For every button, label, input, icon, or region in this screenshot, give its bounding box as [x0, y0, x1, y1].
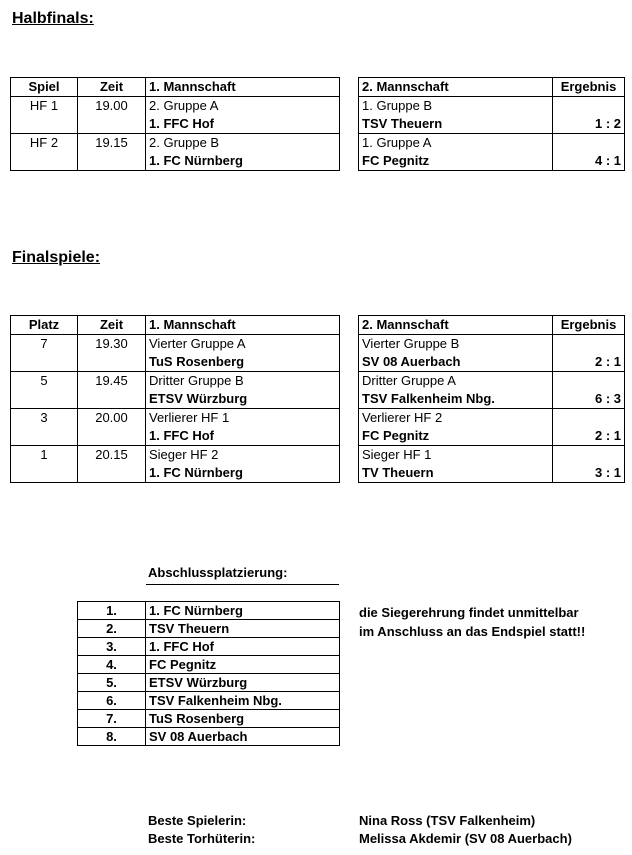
team1-source: Sieger HF 2 — [146, 446, 340, 465]
column-header: Zeit — [78, 316, 146, 335]
spacer-cell — [340, 97, 359, 116]
ranking-team: TSV Falkenheim Nbg. — [146, 692, 340, 710]
column-header: Zeit — [78, 78, 146, 97]
spacer-cell — [340, 409, 359, 428]
match-row-top — [11, 446, 625, 465]
match-time: 19.00 — [78, 97, 146, 116]
team2-name: TSV Falkenheim Nbg. — [359, 390, 553, 409]
match-time: 19.30 — [78, 335, 146, 354]
note-line-2: im Anschluss an das Endspiel statt!! — [359, 624, 586, 639]
spacer-cell — [340, 427, 359, 446]
match-row-top — [11, 372, 625, 391]
ranking-place: 3. — [78, 638, 146, 656]
team2-name: SV 08 Auerbach — [359, 353, 553, 372]
spacer-cell — [340, 335, 359, 354]
match-time: 20.15 — [78, 446, 146, 465]
team2-source: 1. Gruppe B — [359, 97, 553, 116]
ranking-team: SV 08 Auerbach — [146, 728, 340, 746]
match-row-bottom — [11, 464, 625, 483]
best-keeper-value: Melissa Akdemir (SV 08 Auerbach) — [359, 831, 572, 846]
match-result: 1 : 2 — [553, 115, 625, 134]
result-empty — [553, 97, 625, 116]
team1-name: TuS Rosenberg — [146, 353, 340, 372]
best-player-value: Nina Ross (TSV Falkenheim) — [359, 813, 536, 828]
team2-source: Vierter Gruppe B — [359, 335, 553, 354]
team2-source: Verlierer HF 2 — [359, 409, 553, 428]
abschluss-heading: Abschlussplatzierung: — [148, 565, 288, 580]
finalspiele-heading: Finalspiele: — [12, 249, 101, 266]
finalspiele-table — [10, 315, 625, 483]
ranking-place: 5. — [78, 674, 146, 692]
spacer-cell — [340, 152, 359, 171]
ranking-team: ETSV Würzburg — [146, 674, 340, 692]
match-row-top — [11, 134, 625, 153]
team2-name: FC Pegnitz — [359, 152, 553, 171]
award-ceremony-note — [359, 603, 585, 641]
match-id: 3 — [11, 409, 78, 428]
best-keeper-label: Beste Torhüterin: — [148, 831, 256, 846]
column-header: Spiel — [11, 78, 78, 97]
match-result: 3 : 1 — [553, 464, 625, 483]
match-result: 2 : 1 — [553, 427, 625, 446]
empty-cell — [78, 152, 146, 171]
team1-source: 2. Gruppe B — [146, 134, 340, 153]
ranking-place: 7. — [78, 710, 146, 728]
ranking-place: 4. — [78, 656, 146, 674]
match-id: 7 — [11, 335, 78, 354]
empty-cell — [11, 427, 78, 446]
column-header: Platz — [11, 316, 78, 335]
empty-cell — [78, 353, 146, 372]
team1-name: 1. FC Nürnberg — [146, 152, 340, 171]
match-result: 2 : 1 — [553, 353, 625, 372]
match-row-top — [11, 335, 625, 354]
ranking-team: TSV Theuern — [146, 620, 340, 638]
note-line-1: die Siegerehrung findet unmittelbar — [359, 605, 579, 620]
match-row-top — [11, 409, 625, 428]
match-id: 5 — [11, 372, 78, 391]
empty-cell — [78, 115, 146, 134]
ranking-row — [78, 728, 340, 746]
ranking-place: 1. — [78, 602, 146, 620]
team1-source: Vierter Gruppe A — [146, 335, 340, 354]
empty-cell — [78, 390, 146, 409]
match-result: 4 : 1 — [553, 152, 625, 171]
column-header: Ergebnis — [553, 78, 625, 97]
ranking-row — [78, 620, 340, 638]
empty-cell — [11, 390, 78, 409]
result-empty — [553, 409, 625, 428]
ranking-row — [78, 674, 340, 692]
column-header: 1. Mannschaft — [146, 316, 340, 335]
match-id: HF 1 — [11, 97, 78, 116]
spacer-cell — [340, 134, 359, 153]
match-row-bottom — [11, 115, 625, 134]
halbfinals-table — [10, 77, 625, 171]
column-header: 2. Mannschaft — [359, 78, 553, 97]
spacer-cell — [340, 446, 359, 465]
spacer-cell — [340, 372, 359, 391]
column-header: Ergebnis — [553, 316, 625, 335]
match-row-bottom — [11, 390, 625, 409]
result-empty — [553, 446, 625, 465]
empty-cell — [78, 427, 146, 446]
team1-source: Verlierer HF 1 — [146, 409, 340, 428]
match-row-bottom — [11, 152, 625, 171]
spacer-cell — [340, 316, 359, 335]
header-row — [11, 78, 625, 97]
column-header: 2. Mannschaft — [359, 316, 553, 335]
empty-cell — [11, 152, 78, 171]
empty-cell — [11, 115, 78, 134]
match-id: 1 — [11, 446, 78, 465]
match-result: 6 : 3 — [553, 390, 625, 409]
team2-name: TV Theuern — [359, 464, 553, 483]
spacer-cell — [340, 115, 359, 134]
match-time: 20.00 — [78, 409, 146, 428]
spacer-cell — [340, 78, 359, 97]
column-header: 1. Mannschaft — [146, 78, 340, 97]
ranking-row — [78, 710, 340, 728]
match-time: 19.15 — [78, 134, 146, 153]
match-id: HF 2 — [11, 134, 78, 153]
team1-name: 1. FFC Hof — [146, 427, 340, 446]
ranking-team: 1. FFC Hof — [146, 638, 340, 656]
match-row-bottom — [11, 353, 625, 372]
ranking-place: 2. — [78, 620, 146, 638]
empty-cell — [78, 464, 146, 483]
best-player-label: Beste Spielerin: — [148, 813, 247, 828]
ranking-team: FC Pegnitz — [146, 656, 340, 674]
ranking-team: 1. FC Nürnberg — [146, 602, 340, 620]
team1-source: 2. Gruppe A — [146, 97, 340, 116]
team1-name: 1. FFC Hof — [146, 115, 340, 134]
empty-cell — [11, 464, 78, 483]
team2-name: TSV Theuern — [359, 115, 553, 134]
ranking-place: 6. — [78, 692, 146, 710]
ranking-row — [78, 602, 340, 620]
spacer-cell — [340, 464, 359, 483]
result-empty — [553, 372, 625, 391]
spacer-cell — [340, 353, 359, 372]
team1-name: 1. FC Nürnberg — [146, 464, 340, 483]
abschluss-underline — [146, 584, 339, 585]
team2-source: Sieger HF 1 — [359, 446, 553, 465]
ranking-place: 8. — [78, 728, 146, 746]
ranking-row — [78, 692, 340, 710]
match-time: 19.45 — [78, 372, 146, 391]
header-row — [11, 316, 625, 335]
empty-cell — [11, 353, 78, 372]
team2-source: 1. Gruppe A — [359, 134, 553, 153]
team2-name: FC Pegnitz — [359, 427, 553, 446]
ranking-table — [77, 601, 340, 746]
spacer-cell — [340, 390, 359, 409]
ranking-row — [78, 656, 340, 674]
team1-source: Dritter Gruppe B — [146, 372, 340, 391]
ranking-team: TuS Rosenberg — [146, 710, 340, 728]
team1-name: ETSV Würzburg — [146, 390, 340, 409]
result-empty — [553, 134, 625, 153]
team2-source: Dritter Gruppe A — [359, 372, 553, 391]
result-empty — [553, 335, 625, 354]
ranking-row — [78, 638, 340, 656]
match-row-bottom — [11, 427, 625, 446]
halbfinals-heading: Halbfinals: — [12, 10, 94, 27]
match-row-top — [11, 97, 625, 116]
